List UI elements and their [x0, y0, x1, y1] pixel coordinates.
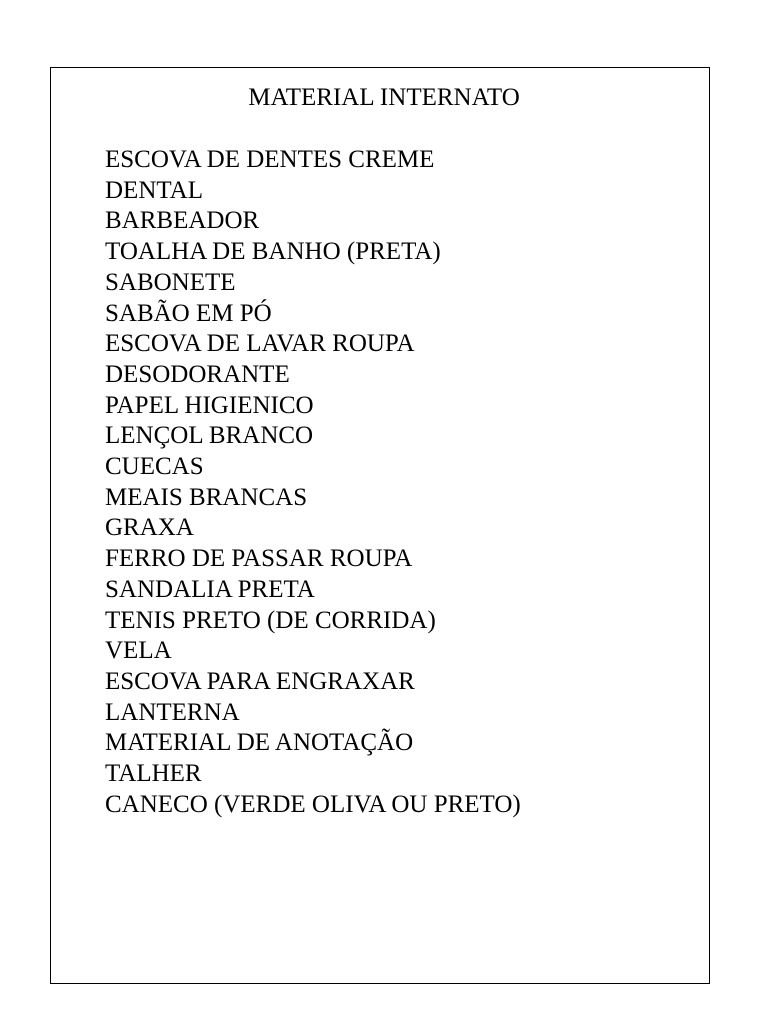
list-item: MATERIAL DE ANOTAÇÃO [105, 729, 414, 757]
list-item: ESCOVA DE LAVAR ROUPA [105, 330, 415, 358]
list-item: CANECO (VERDE OLIVA OU PRETO) [105, 790, 521, 818]
list-item: FERRO DE PASSAR ROUPA [105, 545, 413, 573]
list-item: ESCOVA PARA ENGRAXAR [105, 667, 415, 695]
list-item: MEAIS BRANCAS [105, 483, 308, 511]
document-title: MATERIAL INTERNATO [248, 84, 520, 111]
list-item: TALHER [105, 760, 202, 788]
list-item: BARBEADOR [105, 207, 260, 235]
list-item: DESODORANTE [105, 360, 290, 388]
list-item: SANDALIA PRETA [105, 575, 315, 603]
list-item: LANTERNA [105, 698, 240, 726]
list-item: LENÇOL BRANCO [105, 422, 314, 450]
list-item: CUECAS [105, 453, 204, 481]
list-item: TOALHA DE BANHO (PRETA) [105, 238, 441, 266]
list-item: ESCOVA DE DENTES CREME [105, 146, 435, 173]
list-item: SABÃO EM PÓ [105, 299, 272, 327]
list-item: GRAXA [105, 514, 194, 542]
material-list [105, 145, 521, 820]
list-item: SABONETE [105, 268, 236, 296]
list-item: TENIS PRETO (DE CORRIDA) [105, 606, 436, 634]
list-item: PAPEL HIGIENICO [105, 391, 314, 419]
list-item: DENTAL [105, 176, 203, 204]
list-item: VELA [105, 637, 172, 665]
